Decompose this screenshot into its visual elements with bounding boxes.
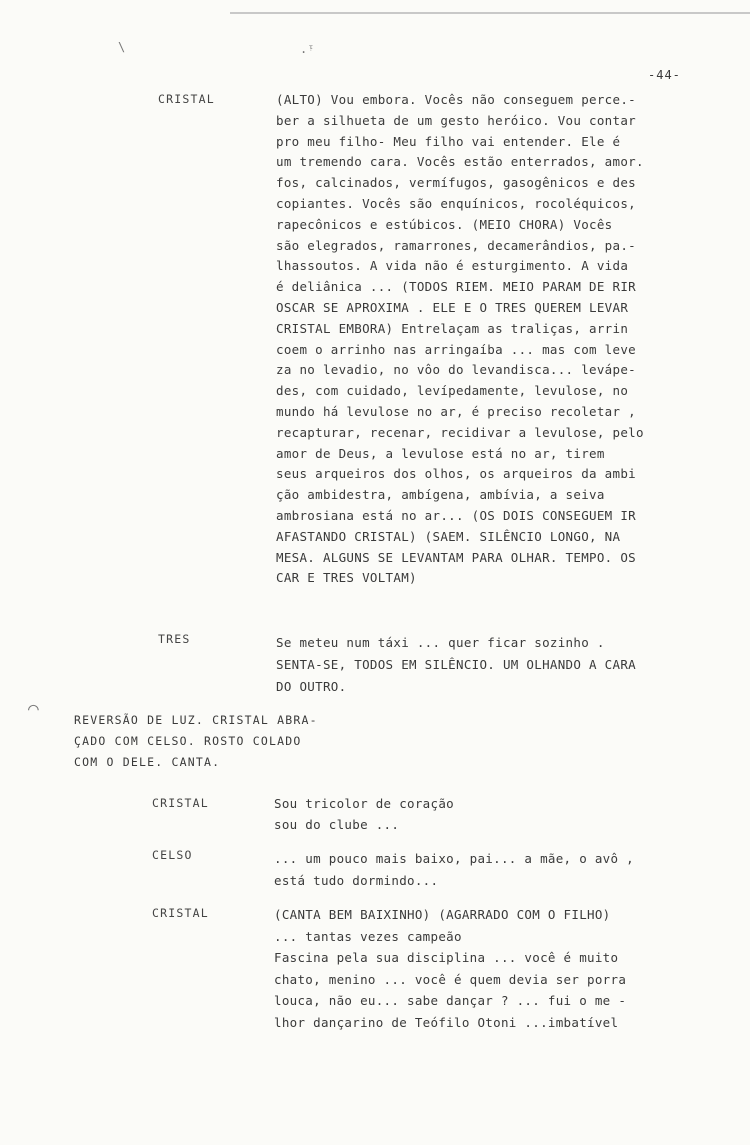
speaker-name: TRES bbox=[158, 632, 191, 646]
dialogue-line: MESA. ALGUNS SE LEVANTAM PARA OLHAR. TEMPO. OS bbox=[276, 549, 636, 565]
dialogue-line: SENTA-SE, TODOS EM SILÊNCIO. UM OLHANDO A CARA bbox=[276, 657, 636, 672]
dialogue-line: copiantes. Vocês são enquínicos, rocoléquicos, bbox=[276, 195, 636, 211]
dialogue-line: Se meteu num táxi ... quer ficar sozinho . bbox=[276, 635, 605, 650]
top-border-line bbox=[230, 12, 750, 14]
speaker-name: CELSO bbox=[152, 848, 193, 862]
dialogue-line: um tremendo cara. Vocês estão enterrados, amor. bbox=[276, 154, 644, 170]
dialogue-line: za no levadio, no vôo do levandisca... levápe- bbox=[276, 362, 636, 378]
dialogue-line: pro meu filho- Meu filho vai entender. Ele é bbox=[276, 133, 621, 149]
dialogue-line: ambrosiana está no ar... (OS DOIS CONSEGUEM IR bbox=[276, 507, 636, 523]
dialogue-line: lhor dançarino de Teófilo Otoni ...imbatível bbox=[274, 1014, 619, 1030]
speaker-name: CRISTAL bbox=[158, 92, 215, 106]
direction-line: REVERSÃO DE LUZ. CRISTAL ABRA- bbox=[74, 713, 318, 727]
dialogue-line: amor de Deus, a levulose está no ar, tirem bbox=[276, 445, 605, 461]
stray-mark: \ bbox=[118, 40, 126, 54]
dialogue-line: AFASTANDO CRISTAL) (SAEM. SILÊNCIO LONGO, NA bbox=[276, 528, 621, 544]
speaker-name: CRISTAL bbox=[152, 906, 209, 920]
dialogue-line: ber a silhueta de um gesto heróico. Vou contar bbox=[276, 112, 636, 128]
dialogue-line: é deliânica ... (TODOS RIEM. MEIO PARAM DE RIR bbox=[276, 279, 636, 295]
dialogue-line: são elegrados, ramarrones, decamerândios, pa.- bbox=[276, 237, 636, 253]
direction-line: ÇADO COM CELSO. ROSTO COLADO bbox=[74, 734, 302, 748]
direction-line: COM O DELE. CANTA. bbox=[74, 755, 221, 769]
dialogue-line: recapturar, recenar, recidivar a levulose, pelo bbox=[276, 424, 644, 440]
dialogue-line: Fascina pela sua disciplina ... você é muito bbox=[274, 950, 619, 965]
dialogue-block bbox=[274, 904, 626, 1033]
dialogue-block bbox=[276, 90, 644, 589]
dialogue-line: des, com cuidado, levípedamente, levulose, no bbox=[276, 383, 629, 399]
stray-mark: .ᵎ bbox=[300, 42, 315, 56]
dialogue-line: ... um pouco mais baixo, pai... a mãe, o avô , bbox=[274, 851, 634, 866]
dialogue-line: Sou tricolor de coração bbox=[274, 796, 454, 811]
dialogue-line: fos, calcinados, vermífugos, gasogênicos e des bbox=[276, 175, 636, 191]
dialogue-line: chato, menino ... você é quem devia ser porra bbox=[274, 971, 627, 987]
dialogue-line: louca, não eu... sabe dançar ? ... fui o me - bbox=[274, 993, 627, 1008]
dialogue-block bbox=[274, 848, 634, 892]
dialogue-line: CAR E TRES VOLTAM) bbox=[276, 570, 417, 586]
dialogue-line: DO OUTRO. bbox=[276, 679, 347, 694]
dialogue-line: seus arqueiros dos olhos, os arqueiros da ambi bbox=[276, 466, 636, 482]
dialogue-line: rapecônicos e estúbicos. (MEIO CHORA) Vocês bbox=[276, 216, 613, 232]
dialogue-line: lhassoutos. A vida não é esturgimento. A vida bbox=[276, 258, 629, 274]
dialogue-line: mundo há levulose no ar, é preciso recoletar , bbox=[276, 403, 636, 419]
stage-direction bbox=[74, 710, 318, 773]
dialogue-block bbox=[274, 794, 454, 836]
dialogue-line: ção ambidestra, ambígena, ambívia, a seiva bbox=[276, 487, 605, 503]
page-number: -44- bbox=[648, 68, 681, 82]
dialogue-line: sou do clube ... bbox=[274, 816, 400, 832]
stray-mark: ⌒ bbox=[28, 698, 39, 719]
dialogue-line: está tudo dormindo... bbox=[274, 873, 439, 888]
dialogue-line: OSCAR SE APROXIMA . ELE E O TRES QUEREM LEVAR bbox=[276, 299, 629, 315]
dialogue-line: ... tantas vezes campeão bbox=[274, 928, 462, 944]
dialogue-block bbox=[276, 632, 636, 698]
dialogue-line: (CANTA BEM BAIXINHO) (AGARRADO COM O FILHO) bbox=[274, 907, 611, 922]
speaker-name: CRISTAL bbox=[152, 796, 209, 810]
dialogue-line: (ALTO) Vou embora. Vocês não conseguem perce.- bbox=[276, 92, 636, 107]
dialogue-line: CRISTAL EMBORA) Entrelaçam as traliças, arrin bbox=[276, 320, 629, 336]
dialogue-line: coem o arrinho nas arringaíba ... mas com leve bbox=[276, 341, 636, 357]
